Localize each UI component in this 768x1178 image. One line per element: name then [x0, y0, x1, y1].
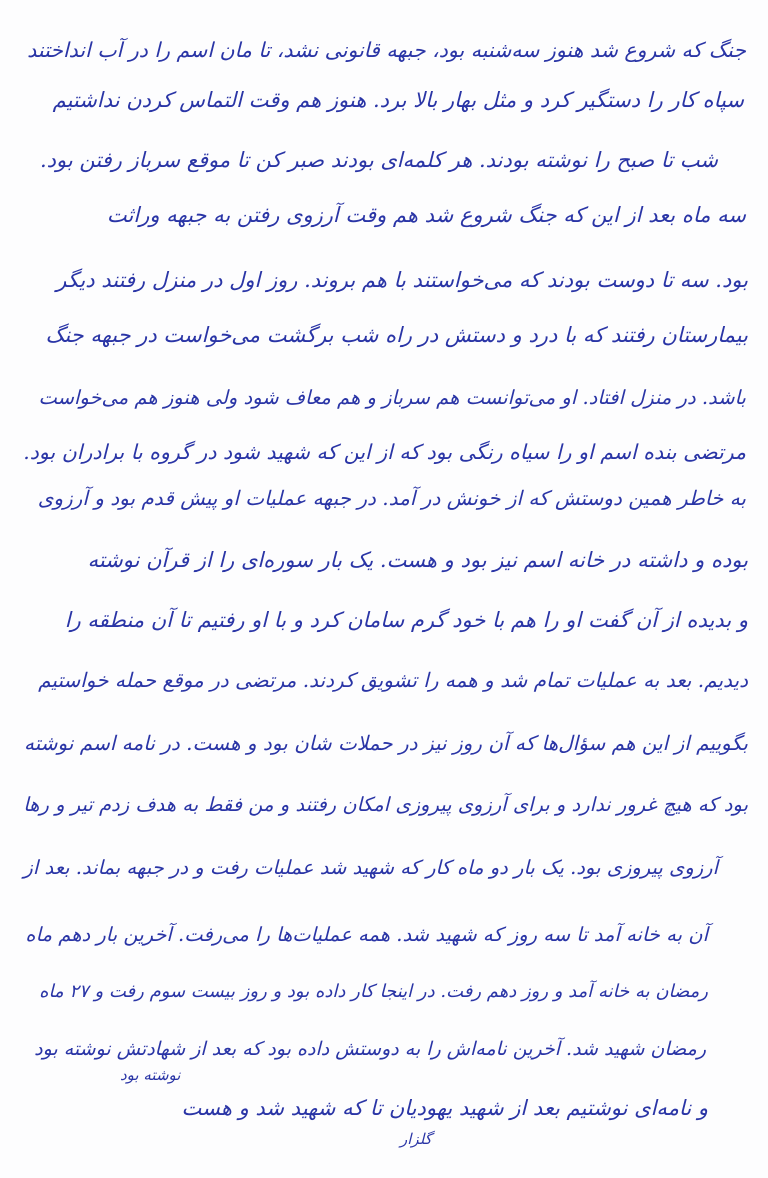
handwritten-line-17: رمضان به خانه آمد و روز دهم رفت. در اینجا کار داده بود و روز بیست سوم رفت و ۲۷ ماه: [39, 981, 708, 1002]
handwritten-line-11: و بدیده از آن گفت او را هم با خود گرم سامان کرد و با او رفتیم تا آن منطقه را: [64, 608, 748, 632]
handwritten-line-10: بوده و داشته در خانه اسم نیز بود و هست. یک بار سوره‌ای را از قرآن نوشته: [87, 548, 748, 572]
handwritten-line-16: آن به خانه آمد تا سه روز که شهید شد. همه عملیات‌ها را می‌رفت. آخرین بار دهم ماه: [25, 923, 708, 946]
handwritten-line-15: آرزوی پیروزی بود. یک بار دو ماه کار که شهید شد عملیات رفت و در جبهه بماند. بعد از: [23, 856, 718, 879]
handwritten-line-1: جنگ که شروع شد هنوز سه‌شنبه بود، جبهه قانونی نشد، تا مان اسم را در آب انداختند: [27, 38, 746, 62]
handwritten-line-18: رمضان شهید شد. آخرین نامه‌اش را به دوستش داده بود که بعد از شهادتش نوشته بود: [34, 1038, 706, 1060]
handwritten-line-8: مرتضی بنده اسم او را سیاه رنگی بود که از این که شهید شود در گروه با برادران بود.: [23, 440, 746, 464]
handwritten-line-4: سه ماه بعد از این که جنگ شروع شد هم وقت آرزوی رفتن به جبهه وراثت: [106, 203, 746, 227]
signature-word: گلزار: [400, 1130, 432, 1148]
handwritten-line-7: باشد. در منزل افتاد. او می‌توانست هم سرباز و هم معاف شود ولی هنوز هم می‌خواست: [38, 386, 746, 409]
handwritten-line-5: بود. سه تا دوست بودند که می‌خواستند با هم بروند. روز اول در منزل رفتند دیگر: [56, 268, 748, 292]
handwritten-line-2: سپاه کار را دستگیر کرد و مثل بهار بالا برد. هنوز هم وقت التماس کردن نداشتیم: [52, 88, 744, 112]
interlinear-note: نوشته بود: [120, 1066, 181, 1084]
handwritten-line-13: بگوییم از این هم سؤال‌ها که آن روز نیز در حملات شان بود و هست. در نامه اسم نوشته: [24, 731, 748, 755]
handwritten-line-12: دیدیم. بعد به عملیات تمام شد و همه را تشویق کردند. مرتضی در موقع حمله خواستیم: [38, 668, 748, 692]
handwritten-line-6: بیمارستان رفتند که با درد و دستش در راه شب برگشت می‌خواست در جبهه جنگ: [45, 323, 748, 347]
handwritten-line-3: شب تا صبح را نوشته بودند. هر کلمه‌ای بودند صبر کن تا موقع سرباز رفتن بود.: [39, 148, 718, 172]
handwritten-line-19: و نامه‌ای نوشتیم بعد از شهید یهودیان تا که شهید شد و هست: [181, 1096, 708, 1120]
handwritten-line-14: بود که هیچ غرور ندارد و برای آرزوی پیروزی امکان رفتند و من فقط به هدف زدم تیر و رها: [23, 793, 748, 816]
handwritten-line-9: به خاطر همین دوستش که از خونش در آمد. در جبهه عملیات او پیش قدم بود و آرزوی: [37, 486, 746, 510]
